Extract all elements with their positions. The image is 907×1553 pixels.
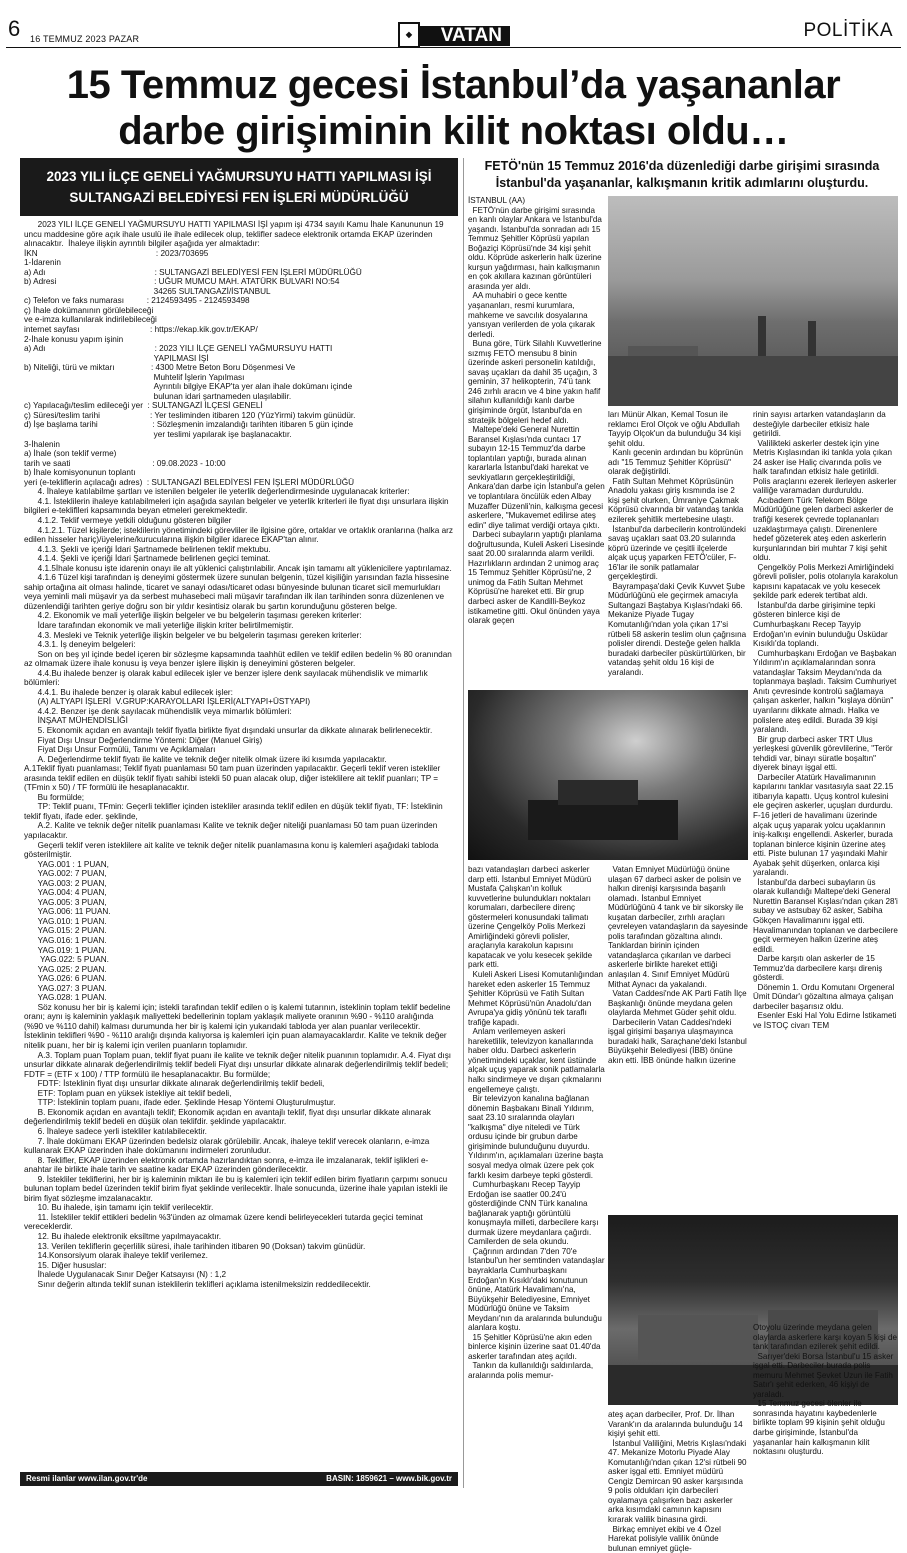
- tender-notice-title: [20, 158, 458, 216]
- section-name: POLİTİKA: [803, 20, 893, 41]
- newspaper-logo: VATAN: [405, 26, 510, 46]
- page-number: 6: [8, 16, 21, 41]
- main-headline: [0, 62, 907, 154]
- article-column-3-top: rinin sayısı artarken vatandaşların da desteğiyle darbeciler etkisiz hale getirildi. Valilikteki askerler destek için yine Metris Kışlasından iki tankla yola çıkan 24 asker ise Haliç civarında polis ve halk tarafından etkisiz hale getirildi. Polis araçlarını ezerek ilerleyen askerler valiliğe varamadan durduruldu. Acıbadem Türk Telekom Bölge Müdürlüğüne gelen darbeci askerler de trafiği keserek çevrede toplananları uzaklaştırmaya çalıştı. Direnenlere hedef gözeterek ateş eden askerlerin kurşunlarından biri muhtar 7 kişi şehit oldu. Çengelköy Polis Merkezi Amirliğindeki görevli polisler, polis otolarıyla karakolun kapısını kapatacak ve yolu kesecek şekilde park ederek tertibat aldı. İstanbul'da darbe girişimine tepki gösteren binlerce kişi de Cumhurbaşkanı Recep Tayyip Erdoğan'ın evinin bulunduğu Üsküdar Kısıklı'da toplandı. Cumhurbaşkanı Erdoğan ve Başbakan Yıldırım'ın açıklamalarından sonra vatandaşlar Taksim Meydanı'nda da toplanmaya başladı. Taksim Cumhuriyet Anıtı çevresinde kontrolü sağlamaya çalışan askerler, halkın "kışlaya dönün" uyarılarını dikkate almadı. Halka ve polislere ateş edildi. Burada 39 kişi yaralandı. Bir grup darbeci asker TRT Ulus yerleşkesi güvenlik görevlilerine, "Terör tehdidi var, binayı süratle boşaltın" diyerek binayı işgal etti. Darbeciler Atatürk Havalimanının kapılarını tanklar vasıtasıyla saat 22.15 itibarıyla kapattı. Uçuş kontrol kulesini ele geçiren askerler, uçuşları durdurdu. F-16 jetleri de havalimanı üzerinde alçak uçuş yaparak yolcu uçaklarının iniş-kalkışı engellendi. Askerler, burada toplanan binlerce kişinin üzerine ateş etti. Piste bulunan 17 yaşındaki Mahir Ayabak şehit düşerken, onlarca kişi yaralandı. İstanbul'da darbeci subayların üs olarak kullandığı Maltepe'deki General Nurettin Baransel Kışlası'ndan çıkan 28'i subay ve astsubay 62 asker, Sabiha Gökçen Havalimanını işgal etti. Havalimanından toplanan ve darbecilere geçit vermeyen halkın üzerine ateş edildi. Darbe karşıtı olan askerler de 15 Temmuz'da darbecilere karşı direniş gösterdi. Dönemin 1. Ordu Komutanı Orgeneral Ümit Dündar'ı gözaltına almaya çalışan darbeciler başarısız oldu. Esenler Eski Hal Yolu Edirne İstikameti ve İSTOÇ civarı TEM: [753, 410, 898, 1030]
- tender-notice: [20, 158, 458, 1486]
- tender-notice-footer: [20, 1472, 458, 1486]
- footer-basin-code: BASIN: 1859621 – www.bik.gov.tr: [326, 1474, 452, 1483]
- headline-line-1: 15 Temmuz gecesi İstanbul’da yaşananlar: [66, 63, 841, 107]
- article-column-3-bottom: Otoyolu üzerinde meydana gelen olaylarda askerlere karşı koyan 5 kişi de tank tarafından ezilerek şehit edildi. Sarıyer'deki Borsa İstanbul'u 15 asker işgal etti. Darbeciler burada polis memuru Mehmet Şevket Uzun ile Fatih Satır'ı şehit ederken, 46 kişiyi de yaraladı. 15 Temmuz gecesi ölenler ile sonrasında hayatını kaybedenlerle birlikte toplam 99 kişinin şehit olduğu darbe girişiminde, İstanbul'da yaşananlar hain kalkışmanın kilit noktasını oluşturdu.: [753, 1323, 897, 1457]
- article-column-1-top: İSTANBUL (AA) FETÖ'nün darbe girişimi sırasında en kanlı olaylar Ankara ve İstanbul'da yaşandı. İstanbul'da sonradan adı 15 Temmuz Şehitler Köprüsü yapılan Boğaziçi Köprüsü'nde 34 kişi şehit oldu. Köprüde askerlerin halk üzerine kurşun yağdırması, hain kalkışmanın en çok akıllara kazınan görüntüleri arasında yer aldı. AA muhabiri o gece kentte yaşananları, resmi kurumlara, mahkeme ve savcılık dosyalarına yansıyan verilerden de yola çıkarak derledi. Buna göre, Türk Silahlı Kuvvetlerine sızmış FETÖ mensubu 8 binin üzerinde askeri personelin katıldığı, savaş uçakları da dahil 35 uçağın, 3 gemi̇nin, 37 helikopterin, 74'ü tank 246 zırhlı aracın ve 4 bine yakın hafif silahın kullanıldığı kanlı darbe girişiminde örgüt, İstanbul'da en stratejik bölgeleri hedef aldı. Maltepe'deki General Nurettin Baransel Kışlası'nda cuntacı 17 subayın 12-15 Temmuz'da darbe toplantıları yaptığı, burada alınan kararlarla İstanbul'daki harekat ve sevkiyatların gerçekleştirildiği, Ankara'dan darbe için İstanbul'a gelen ve toplantılara öncülük eden Albay Muzaffer Düzenli'nin, kalkışma gecesi askerlere, "Mukavemet edilirse ateş edin" diye talimat verdiği ortaya çıktı. Darbeci subayların yaptığı planlama doğrultusunda, Kuleli Askeri Lisesinde saat 20.00 sıralarında alarm verildi. Hazırlıkların ardından 2 unimog araç 15 Temmuz Şehitler Köprüsü'ne, 2 unimog da Fatih Sultan Mehmet Köprüsü'ne hareket etti. Bir grup darbeci asker de Kandilli-Beykoz istikametine gitti. Okul önünden yaya olarak geçen: [468, 196, 605, 626]
- issue-date: 16 TEMMUZ 2023 PAZAR: [30, 34, 140, 44]
- article-column-2-bottom: ateş açan darbeciler, Prof. Dr. İlhan Varank'ın da aralarında bulunduğu 14 kişiyi şehit etti. İstanbul Valiliğini, Metris Kışlası'ndaki 47. Mekanize Motorlu Piyade Alay Komutanlığı'ndan çıkan 12'si rütbeli 90 asker işgal etti. Emniyet müdürü Cengiz Demircan 90 asker karşısında 9 polis oldukları için darbecileri oyalamaya çalışırken bazı askerler arka kısımdaki camının kapısını kırarak valilik binasına girdi. Birkaç emniyet ekibi ve 4 Özel Harekat polisiyle valilik önünde bulunan emniyet güçle-: [608, 1410, 747, 1553]
- headline-line-2: darbe girişiminin kilit noktası oldu…: [118, 109, 789, 153]
- article-column-2-middle: Vatan Emniyet Müdürlüğü önüne ulaşan 67 darbeci asker de polisin ve halkın direnişi karşısında başarılı olamadı. İstanbul Emniyet Müdürlüğünü 4 tank ve bir sikorsky ile kuşatan darbeciler, zırhlı araçları çevreleyen vatandaşların da sayesinde polis tarafından gözaltına alındı. Tanklardan birinin içinden vatandaşlarca çıkarılan ve darbeci askerlerle birlikte hareket ettiği anlaşılan 4. Sınıf Emniyet Müdürü Mithat Aynacı da yakalandı. Vatan Caddesi'nde AK Parti Fatih İlçe Başkanlığı önünde meydana gelen olaylarda Mehmet Güder şehit oldu. Darbecilerin Vatan Caddesi'ndeki işgal girişimi başarıya ulaşmayınca buradaki halk, Saraçhane'deki İstanbul Büyükşehir Belediyesi (İBB) önüne akın etti. İBB önünde halkın üzerine: [608, 865, 748, 1065]
- photo-bridge-soldiers: [608, 196, 898, 406]
- article-subheadline: FETÖ'nün 15 Temmuz 2016'da düzenlediği darbe girişimi sırasında İstanbul'da yaşananlar, kalkışmanın kritik adımlarını oluşturdu.: [484, 159, 880, 190]
- header-divider: [6, 47, 901, 48]
- tender-title-line-1: 2023 YILI İLÇE GENELİ YAĞMURSUYU HATTI YAPILMASI İŞİ: [46, 169, 432, 184]
- page-header: [0, 0, 907, 58]
- article-column-1-middle: bazı vatandaşları darbeci askerler darp etti. İstanbul Emniyet Müdürü Mustafa Çalışkan'ın kolluk kuvvetlerine bulundukları noktaları korumaları, darbecilere direnç göstermeleri konusundaki talimatı üzerine Çengelköy Polis Merkezi Amirliğindeki görevli polisler, araçlarıyla karakolun kapısını kapatacak ve yolu kesecek şekilde park etti. Kuleli Askeri Lisesi Komutanlığından hareket eden askerler 15 Temmuz Şehitler Köprüsü ve Fatih Sultan Mehmet Köprüsü'nün Anadolu'dan Avrupa'ya gidiş yönünü tek taraflı trafiğe kapadı. Anlam verilemeyen askeri hareketlilik, televizyon kanallarında haber oldu. Darbeci askerlerin yönetimindeki uçaklar, kent üstünde alçak uçuş yaparak sonik patlamalarla halkı sindirmeye ve dışarı çıkmalarını engellemeye çalıştı. Bir televizyon kanalına bağlanan dönemin Başbakanı Binali Yıldırım, saat 23.10 sıralarında olayları "kalkışma" diye niteledi ve Türk ordusu içinde bir grubun darbe girişiminde bulunduğunu duyurdu. Yıldırım'ın, açıklamaları üzerine başta sosyal medya olmak üzere pek çok farklı kesim darbeye tepki gösterdi. Cumhurbaşkanı Recep Tayyip Erdoğan ise saatler 00.24'ü gösterdiğinde CNN Türk kanalına bağlanarak yaptığı görüntülü konuşmayla milleti, darbecilere karşı durmak üzere meydanlara çağırdı. Camilerden de sela okundu. Çağrının ardından 7'den 70'e İstanbul'un her semtinden vatandaşlar bayraklarla Cumhurbaşkanı Erdoğan'ın Kısıklı'daki konutunun önüne, Atatürk Havalimanı'na, Büyükşehir Belediyesine, Emniyet Müdürlüğü önüne ve Taksim Meydanı'nın da aralarında bulunduğu alanlara koştu. 15 Şehitler Köprüsü'ne akın eden binlerce kişinin üzerine saat 01.40'da askerler tarafından ateş açıldı. Tankın da kullanıldığı saldırılarda, aralarında polis memur-: [468, 865, 605, 1380]
- column-divider: [463, 158, 464, 1488]
- tender-notice-body: 2023 YILI İLÇE GENELİ YAĞMURSUYU HATTI YAPILMASI İŞİ yapım işi 4734 sayılı Kamu İhale Kanununun 19 uncu maddesine göre açık ihale usulü ile ihale edilecek olup, teklifler sadece elektronik ortamda EKAP üzerinden alınacaktır. İhaleye ilişkin ayrıntılı bilgiler aşağıda yer almaktadır: İKN : 2023/703695 1-İdarenin a) Adı : SULTANGAZİ BELEDİYESİ FEN İŞLERİ MÜDÜRLÜĞÜ b) Adresi : UĞUR MUMCU MAH. ATATÜRK BULVARI NO:54 34265 SULTANGAZİ/İSTANBUL c) Telefon ve faks numarası : 2124593495 - 2124593498 ç) İhale dokümanının görülebileceği ve e-imza kullanılarak indirilebileceği internet sayfası : https://ekap.kik.gov.tr/EKAP/ 2-İhale konusu yapım işinin a) Adı : 2023 YILI İLÇE GENELİ YAĞMURSUYU HATTI YAPILMASI İŞİ b) Niteliği, türü ve miktarı : 4300 Metre Beton Boru Döşenmesi Ve Muhtelif İşlerin Yapılması Ayrıntılı bilgiye EKAP'ta yer alan ihale dokümanı içinde bulunan idari şartnameden ulaşılabilir. c) Yapılacağı/teslim edileceği yer : SULTANGAZİ İLÇESİ GENELİ ç) Süresi/teslim tarihi : Yer tesliminden itibaren 120 (YüzYirmi) takvim günüdür. d) İşe başlama tarihi : Sözleşmenin imzalandığı tarihten itibaren 5 gün içinde yer teslimi yapılarak işe başlanacaktır. 3-İhalenin a) İhale (son teklif verme) tarih ve saati : 09.08.2023 - 10:00 b) İhale komisyonunun toplantı yeri (e-tekliflerin açılacağı adres) : SULTANGAZİ BELEDİYESİ FEN İŞLERİ MÜDÜRLÜĞÜ 4. İhaleye katılabilme şartları ve istenilen belgeler ile yeterlik değerlendirmesinde uygulanacak kriterler: 4.1. İsteklilerin ihaleye katılabilmeleri için aşağıda sayılan belgeler ve yeterlik kriterleri ile fiyat dışı unsurlara ilişkin bilgileri e-tekliflleri kapsamında beyan etmeleri gerekmektedir. 4.1.2. Teklif vermeye yetkili olduğunu gösteren bilgiler 4.1.2.1. Tüzel kişilerde; isteklilerin yönetimindeki görevliler ile ilgisine göre, ortaklar ve ortaklık oranlarına (halka arz edilen hisseler hariç)/üyelerine/kurucularına ilişkin bilgiler idarece EKAP'tan alınır. 4.1.3. Şekli ve içeriği İdari Şartnamede belirlenen teklif mektubu. 4.1.4. Şekli ve içeriği İdari Şartnamede belirlenen geçici teminat. 4.1.5İhale konusu işte idarenin onayı ile alt yüklenici çalıştırılabilir. Ancak işin tamamı alt yüklenicilere yaptırılamaz. 4.1.6 Tüzel kişi tarafından iş deneyimi göstermek üzere sunulan belgenin, tüzel kişiliğin yarısından fazla hissesine sahip ortağına ait olması halinde, ticaret ve sanayi odası/ticaret odası bünyesinde bulunan ticaret sicil memurlukları veya yeminli mali müşavir ya da serbest muhasebeci mali müşavir tarafından ilk ilan tarihinden sonra düzenlenen ve düzenlendiği tarihten geriye doğru son bir yıldır kesintisiz olarak bu şartın korunduğunu gösteren belge. 4.2. Ekonomik ve mali yeterliğe ilişkin belgeler ve bu belgelerin taşıması gereken kriterler: İdare tarafından ekonomik ve mali yeterliğe ilişkin kriter belirtilmemiştir. 4.3. Mesleki ve Teknik yeterliğe ilişkin belgeler ve bu belgelerin taşıması gereken kriterler: 4.3.1. İş deneyim belgeleri: Son on beş yıl içinde bedel içeren bir sözleşme kapsamında taahhüt edilen ve teklif edilen bedelin % 80 oranından az olmamak üzere ihale konusu iş veya benzer işlere ilişkin iş deneyimini gösteren belgeler. 4.4.Bu ihalede benzer iş olarak kabul edilecek işler ve benzer işlere denk sayılacak mühendislik ve mimarlık bölümleri: 4.4.1. Bu ihalede benzer iş olarak kabul edilecek işler: (A) ALTYAPI İŞLERİ V.GRUP:KARAYOLLARI İŞLERİ(ALTYAPI+ÜSTYAPI) 4.4.2. Benzer işe denk sayılacak mühendislik veya mimarlık bölümleri: İNŞAAT MÜHENDİSLİĞİ 5. Ekonomik açıdan en avantajlı teklif fiyatla birlikte fiyat dışındaki unsurlar da dikkate alınarak belirlenecektir. Fiyat Dışı Unsur Değerlendirme Yöntemi: Diğer (Manuel Giriş) Fiyat Dışı Unsur Formülü, Tanımı ve Açıklamaları A. Değerlendirme teklif fiyatı ile kalite ve teknik değer nitelik olmak üzere iki kısımda yapılacaktır. A.1Teklif fiyatı puanlaması; Teklif fiyatı puanlaması 50 tam puan üzerinden yapılacaktır. Geçerli teklif veren istekliler arasında teklif edilen en düşük teklif fiyatı sahibi istekli 50 puan alacak olup, diğer isteklilere ait teklif puanları; TP = (TFmin x 50) / TF formülü ile hesaplanacaktır. Bu formülde; TP: Teklif puanı, TFmin: Geçerli teklifler içinden istekliler arasında teklif edilen en düşük teklif fiyatı, TF: İsteklinin teklif fiyatı, ifade eder. şeklinde, A.2. Kalite ve teknik değer nitelik puanlaması Kalite ve teknik değer niteliği puanlaması 50 tam puan üzerinden yapılacaktır. Geçerli teklif veren isteklilere ait kalite ve teknik değer nitelik puanlamasına konu iş kalemleri aşağıdaki tabloda gösterilmiştir. YAG.001 : 1 PUAN, YAG.002: 7 PUAN, YAG.003: 2 PUAN, YAG.004: 4 PUAN, YAG.005: 3 PUAN, YAG.006: 11 PUAN. YAG.010: 1 PUAN. YAG.015: 2 PUAN. YAG.016: 1 PUAN. YAG.019: 1 PUAN. YAG.022: 5 PUAN. YAG.025: 2 PUAN. YAG.026: 6 PUAN. YAG.027: 3 PUAN. YAG.028: 1 PUAN. Söz konusu her bir iş kalemi için; istekli tarafından teklif edilen o iş kalemi tutarının, isteklinin toplam teklif bedeline oranı; aynı iş kaleminin yaklaşık maliyetteki bedellerinin toplam yaklaşık maliyete oranının %90 - %110 aralığında (%90 ve %110 dahil) kalması durumunda her bir iş kalemi için yukarıdaki tabloda yer alan puanlar verilecektir. İsteklinin teklifleri %90 - %110 aralığı dışında kalıyorsa iş kalemleri için puan alamayacaklardır. Kalite ve teknik değer nitelik puanı, her bir iş kalemi için verilen puanların toplamıdır. A.3. Toplam puan Toplam puan, teklif fiyat puanı ile kalite ve teknik değer nitelik puanının toplamıdır. A.4. Fiyat dışı unsurlar dikkate alınarak değerlendirilmiş teklif bedeli Fiyat dışı unsurlar dikkate alınarak değerlendirilmiş teklif bedeli; FDTF = (ETF x 100) / TTP formülü ile hesaplanacaktır. Bu formülde; FDTF: İsteklinin fiyat dışı unsurlar dikkate alınarak değerlendirilmiş teklif bedeli, ETF: Toplam puan en yüksek istekliye ait teklif bedeli, TTP: İsteklinin toplam puanı, ifade eder. Şeklinde Hesap Yöntemi Oluşturulmuştur. B. Ekonomik açıdan en avantajlı teklif; Ekonomik açıdan en avantajlı teklif, fiyat dışı unsurlar dikkate alınarak değerlendirilmiş teklif bedeli en düşük olan teklifdir. şeklinde yapılacaktır. 6. İhaleye sadece yerli istekliler katılabilecektir. 7. İhale dokümanı EKAP üzerinden bedelsiz olarak görülebilir. Ancak, ihaleye teklif verecek olanların, e-imza kullanarak EKAP üzerinden ihale dokümanını indirmeleri zorunludur. 8. Teklifler, EKAP üzerinden elektronik ortamda hazırlandıktan sonra, e-imza ile imzalanarak, teklif işlikleri e-anahtar ile birlikte ihale tarih ve saatine kadar EKAP üzerinden gönderilecektir. 9. İstekliler tekliflerini, her bir iş kaleminin miktarı ile bu iş kalemleri için teklif edilen birim fiyatların çarpımı sonucu bulunan toplam bedel üzerinden teklif birim fiyat şeklinde verilecektir. İhale sonucunda, üzerine ihale yapılan istekli ile birim fiyat sözleşme imzalanacaktır. 10. Bu ihalede, işin tamamı için teklif verilecektir. 11. İstekliler teklif ettikleri bedelin %3'ünden az olmamak üzere kendi belirleyecekleri tutarda geçici teminat vereceklerdir. 12. Bu ihalede elektronik eksiltme yapılmayacaktır. 13. Verilen tekliflerin geçerlilik süresi, ihale tarihinden itibaren 90 (Doksan) takvim günüdür. 14.Konsorsiyum olarak ihaleye teklif verilemez. 15. Diğer hususlar: İhalede Uygulanacak Sınır Değer Katsayısı (N) : 1,2 Sınır değerin altında teklif sunan isteklilerin teklifleri açıklama istenilmeksizin reddedilecektir.: [24, 220, 453, 1289]
- footer-ilan-link: Resmi ilanlar www.ilan.gov.tr'de: [26, 1474, 148, 1483]
- logo-emblem-icon: ◆: [398, 22, 420, 48]
- photo-tank-crowd: [468, 690, 748, 860]
- article-column-2-top: ları Münür Alkan, Kemal Tosun ile reklamcı Erol Olçok ve oğlu Abdullah Tayyip Olçok'un da bulunduğu 34 kişi şehit oldu. Kanlı gecenin ardından bu köprünün adı "15 Temmuz Şehitler Köprüsü" olarak değiştirildi. Fatih Sultan Mehmet Köprüsünün Anadolu yakası giriş kısmında ise 2 kişi şehit olurken, Ümraniye Çakmak Köprüsü civarında bir vatandaş tankla ezilerek şehitlik mertebesine ulaştı. İstanbul'da darbecilerin kontrolündeki savaş uçakları saat 03.20 sularında köprü üzerinde ve çeşitli ilçelerde alçak uçuş yaparken FETÖ'cüler, F-16'lar ile sonik patlamalar gerçekleştirdi. Bayrampaşa'daki Çevik Kuvvet Şube Müdürlüğünü ele geçirmek amacıyla Sultangazi Baştabya Kışlası'ndaki 66. Mekanize Piyade Tugay Komutanlığı'ndan yola çıkan 17'si rütbeli 58 askerin teslim olun çağrısına polisler direndi. Desteğe gelen halkla buradaki darbeciler püskürtülürken, bir vatandaş şehit oldu 16 kişi de yaralandı.: [608, 410, 747, 677]
- tender-title-line-2: SULTANGAZİ BELEDİYESİ FEN İŞLERİ MÜDÜRLÜĞÜ: [69, 190, 409, 205]
